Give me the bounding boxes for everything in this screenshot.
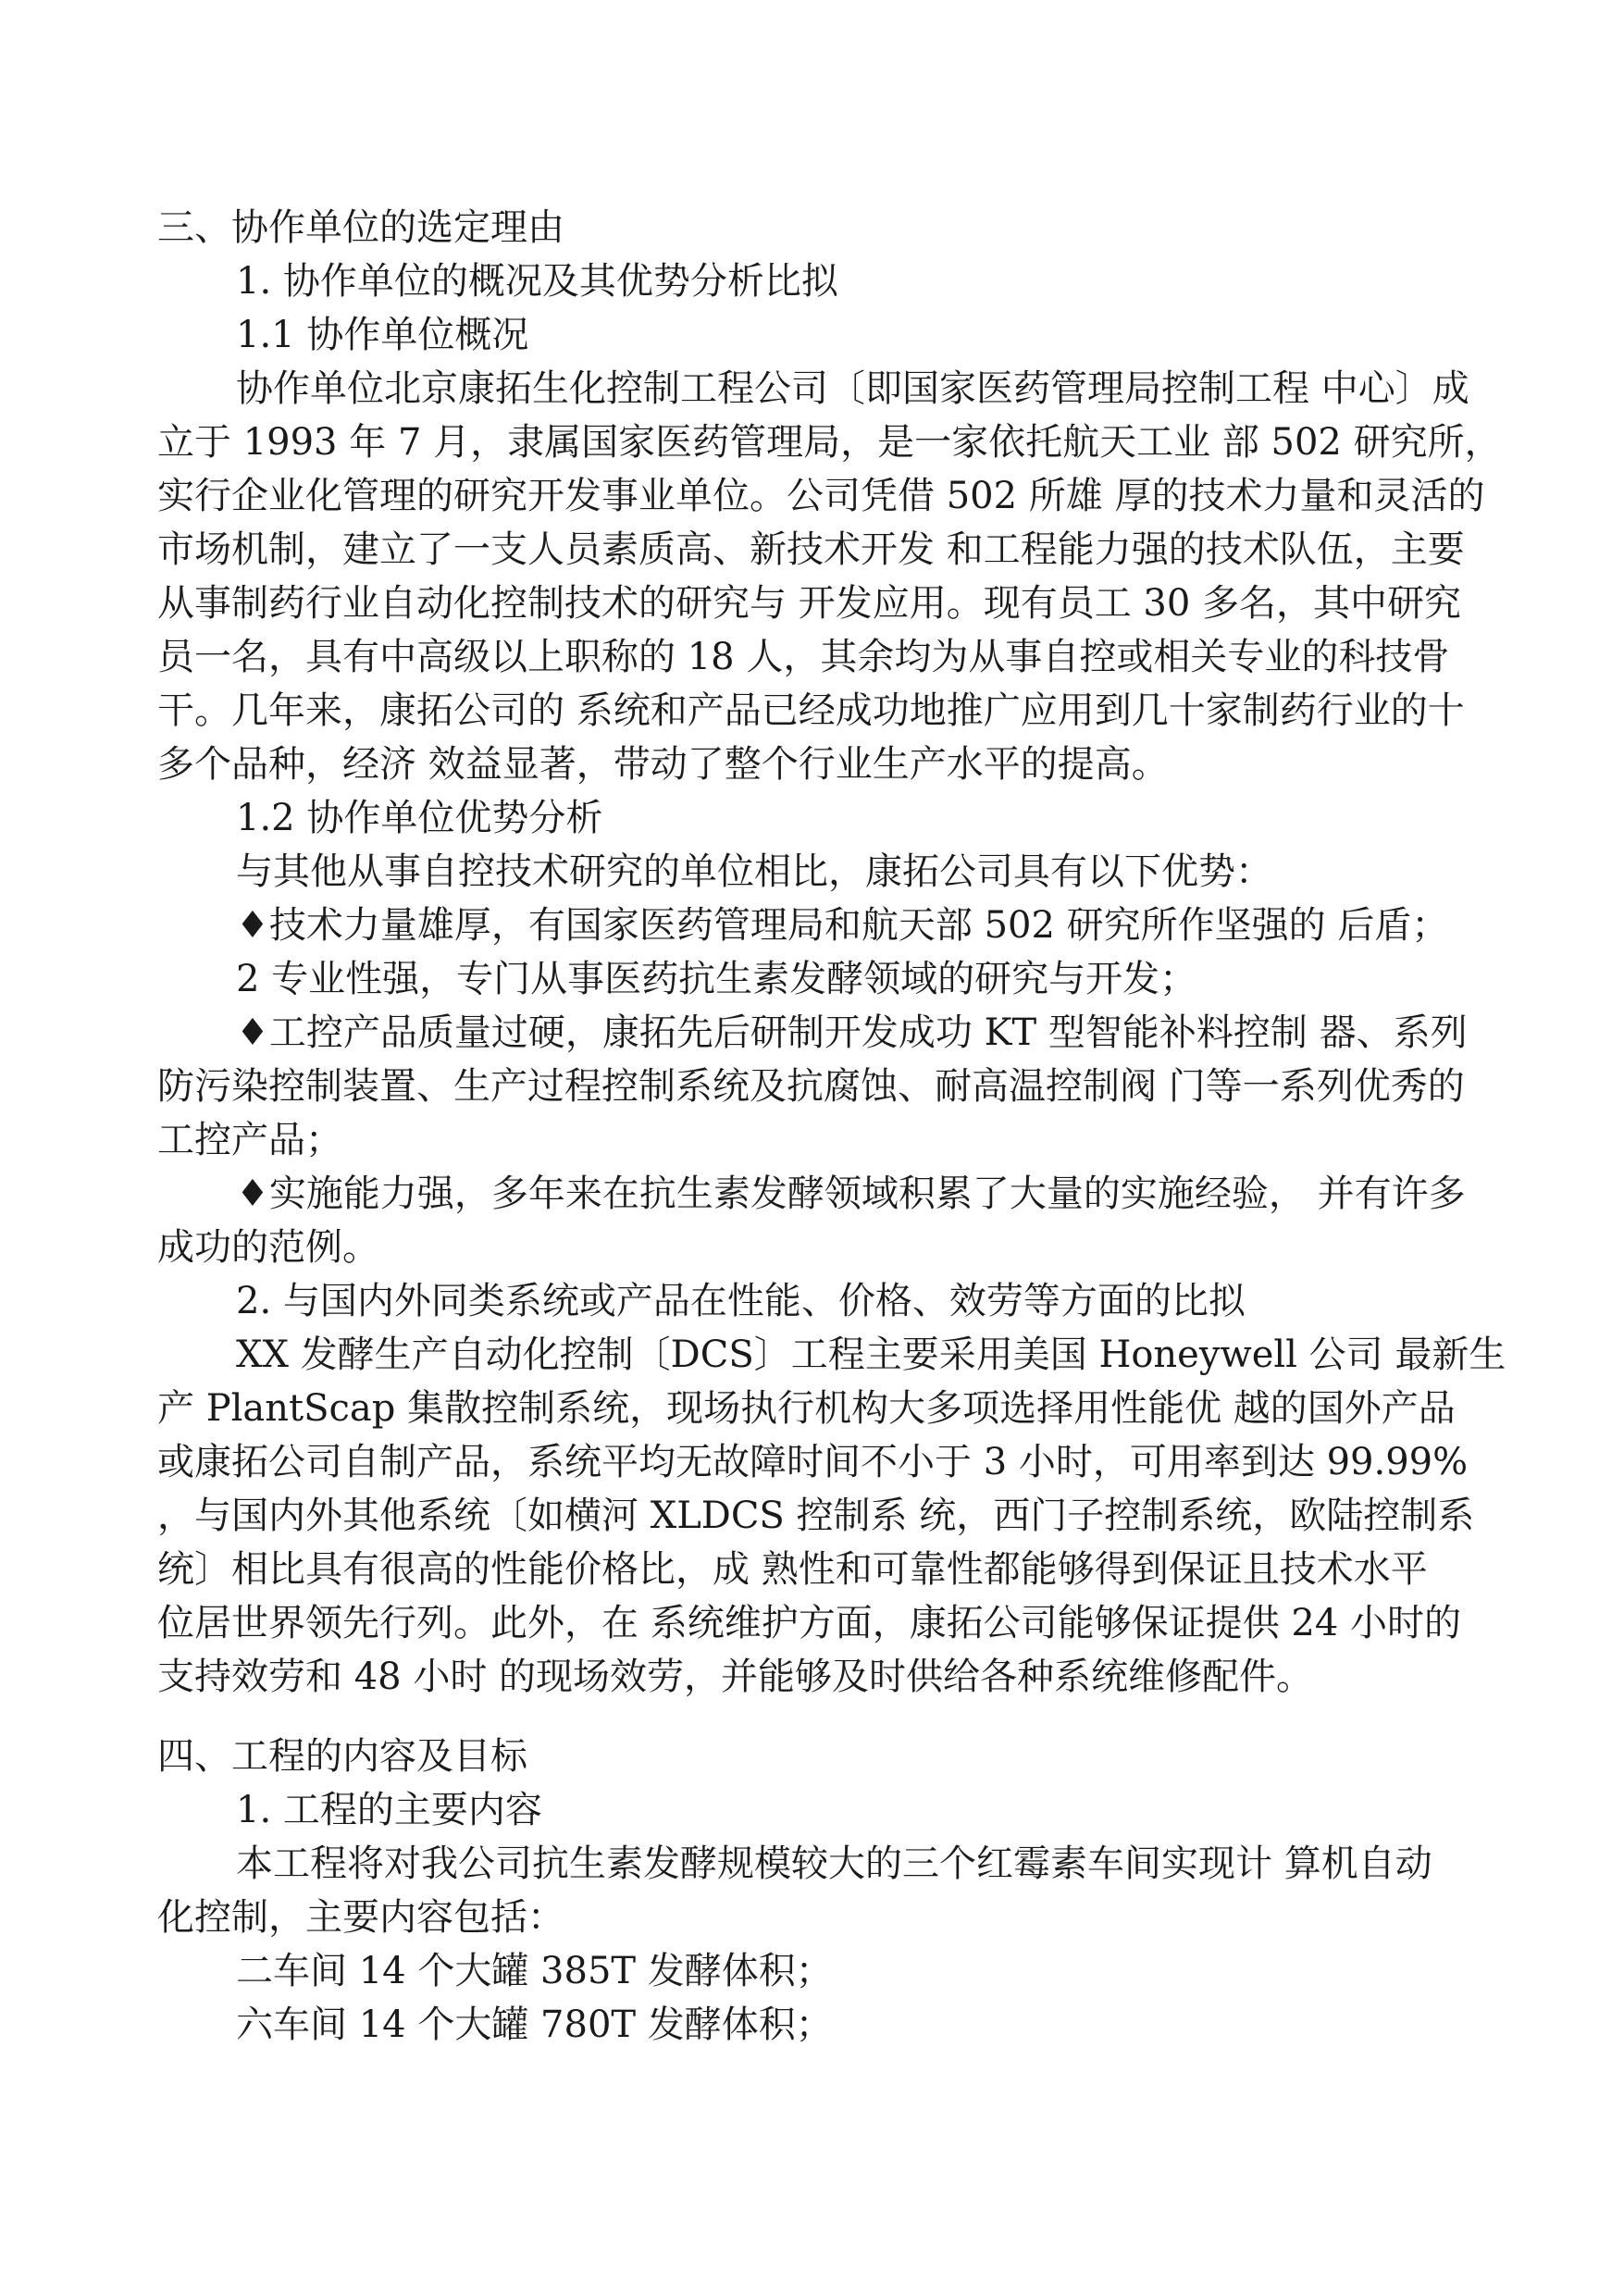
comparison-paragraph-line: 支持效劳和 48 小时 的现场效劳，并能够及时供给各种系统维修配件。 [157, 1656, 1314, 1698]
subheading-1-overview-advantages: 1. 协作单位的概况及其优势分析比拟 [236, 260, 838, 303]
comparison-paragraph-line: 产 PlantScap 集散控制系统，现场执行机构大多项选择用性能优 越的国外产品 [157, 1387, 1456, 1430]
comparison-paragraph-line: 统〕相比具有很高的性能价格比，成 熟性和可靠性都能够得到保证且技术水平 [157, 1548, 1428, 1591]
overview-paragraph-line: 从事制药行业自动化控制技术的研究与 开发应用。现有员工 30 多名，其中研究 [157, 582, 1462, 625]
workshop-item: 六车间 14 个大罐 780T 发酵体积； [236, 2003, 833, 2046]
overview-paragraph-line: 立于 1993 年 7 月，隶属国家医药管理局，是一家依托航天工业 部 502 研究所， [157, 421, 1502, 464]
advantage-item: ♦技术力量雄厚，有国家医药管理局和航天部 502 研究所作坚强的 后盾； [236, 904, 1449, 947]
comparison-paragraph-line: 或康拓公司自制产品，系统平均无故障时间不小于 3 小时，可用率到达 99.99% [157, 1441, 1469, 1483]
overview-paragraph-line: 市场机制，建立了一支人员素质高、新技术开发 和工程能力强的技术队伍，主要 [157, 528, 1465, 571]
content-paragraph-line: 本工程将对我公司抗生素发酵规模较大的三个红霉素车间实现计 算机自动 [236, 1842, 1432, 1885]
overview-paragraph-line: 协作单位北京康拓生化控制工程公司〔即国家医药管理局控制工程 中心〕成 [236, 367, 1469, 410]
advantage-item: ♦工控产品质量过硬，康拓先后研制开发成功 KT 型智能补料控制 器、系列 [236, 1011, 1468, 1054]
subheading-2-comparison: 2. 与国内外同类系统或产品在性能、价格、效劳等方面的比拟 [236, 1280, 1246, 1322]
advantage-item-continuation: 防污染控制装置、生产过程控制系统及抗腐蚀、耐高温控制阀 门等一系列优秀的 [157, 1065, 1465, 1108]
subheading-main-content: 1. 工程的主要内容 [236, 1789, 542, 1831]
overview-paragraph-line: 实行企业化管理的研究开发事业单位。公司凭借 502 所雄 厚的技术力量和灵活的 [157, 475, 1485, 517]
comparison-paragraph-line: ，与国内外其他系统〔如横河 XLDCS 控制系 统，西门子控制系统，欧陆控制系 [157, 1495, 1475, 1537]
section-three-title: 三、协作单位的选定理由 [157, 206, 564, 249]
advantage-item-continuation: 成功的范例。 [157, 1226, 379, 1269]
subheading-1-1-overview: 1.1 协作单位概况 [236, 314, 529, 356]
comparison-paragraph-line: 位居世界领先行列。此外，在 系统维护方面，康拓公司能够保证提供 24 小时的 [157, 1602, 1462, 1644]
content-paragraph-line: 化控制，主要内容包括： [157, 1896, 564, 1939]
advantage-intro: 与其他从事自控技术研究的单位相比，康拓公司具有以下优势： [236, 850, 1272, 893]
overview-paragraph-line: 干。几年来，康拓公司的 系统和产品已经成功地推广应用到几十家制药行业的十 [157, 689, 1465, 732]
overview-paragraph-line: 多个品种，经济 效益显著，带动了整个行业生产水平的提高。 [157, 743, 1169, 786]
advantage-item: 2 专业性强，专门从事医药抗生素发酵领域的研究与开发； [236, 958, 1197, 1000]
subheading-1-2-advantages: 1.2 协作单位优势分析 [236, 797, 603, 839]
advantage-item-continuation: 工控产品； [157, 1119, 342, 1161]
workshop-item: 二车间 14 个大罐 385T 发酵体积； [236, 1950, 833, 1992]
comparison-paragraph-line: XX 发酵生产自动化控制〔DCS〕工程主要采用美国 Honeywell 公司 最新生 [236, 1334, 1506, 1376]
overview-paragraph-line: 员一名，具有中高级以上职称的 18 人，其余均为从事自控或相关专业的科技骨 [157, 636, 1450, 678]
advantage-item: ♦实施能力强，多年来在抗生素发酵领域积累了大量的实施经验， 并有许多 [236, 1172, 1466, 1215]
section-four-title: 四、工程的内容及目标 [157, 1735, 527, 1778]
